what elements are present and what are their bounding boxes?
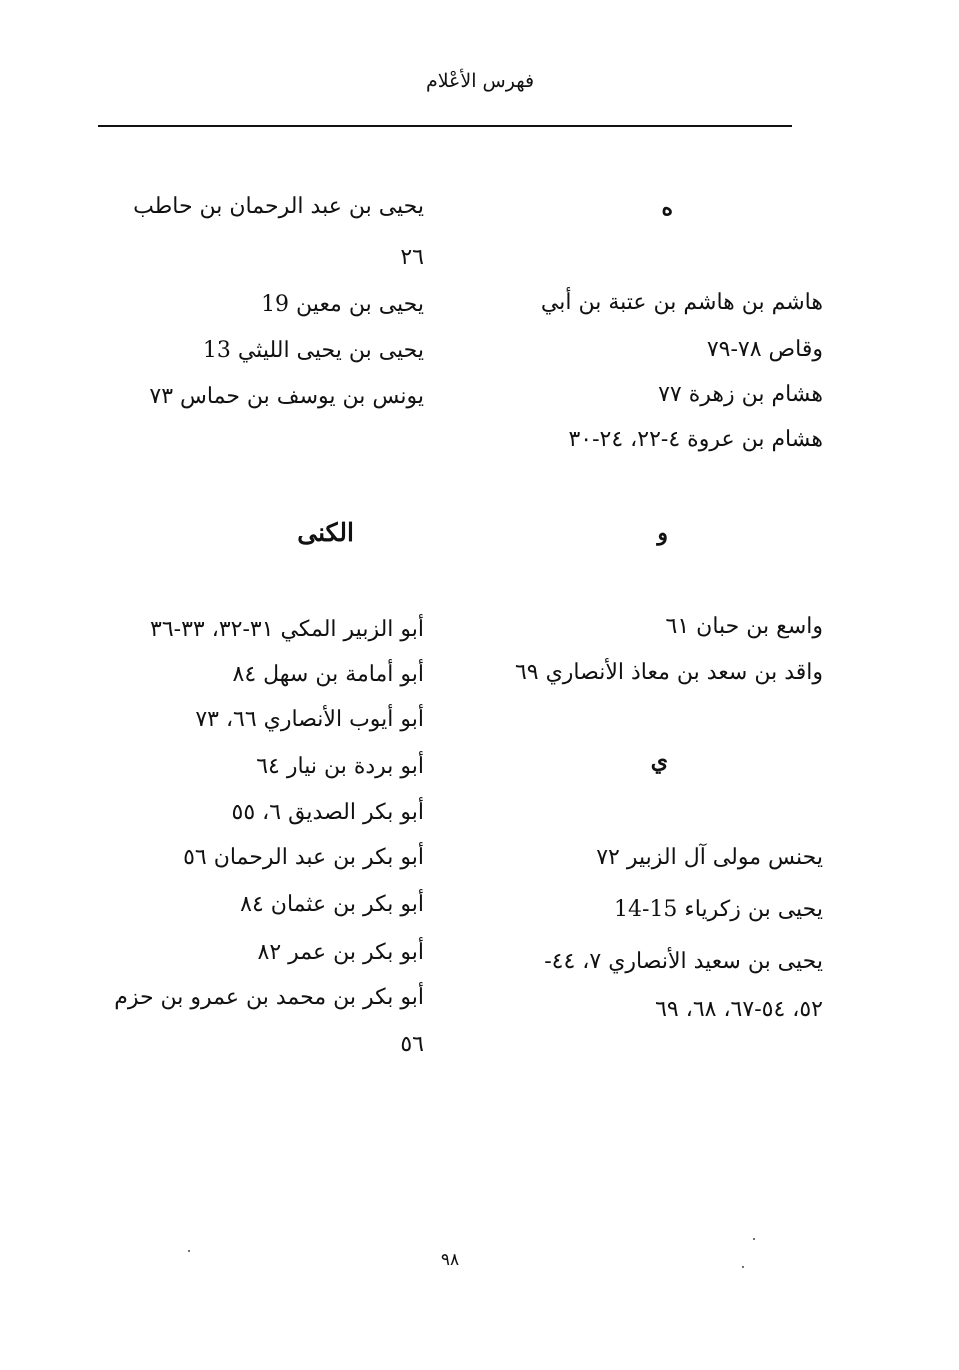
index-entry: يحيى بن زكرياء 15-14 (614, 897, 823, 922)
index-entry: هشام بن زهرة ٧٧ (658, 382, 823, 407)
index-entry: واقد بن سعد بن معاذ الأنصاري ٦٩ (514, 660, 823, 685)
index-entry: أبو أمامة بن سهل ٨٤ (232, 662, 424, 687)
index-entry: يحيى بن معين 19 (261, 292, 424, 317)
index-entry: أبو بكر بن عبد الرحمان ٥٦ (183, 845, 424, 870)
index-entry: يحنس مولى آل الزبير ٧٢ (596, 845, 823, 870)
header-rule (98, 125, 792, 127)
index-entry: أبو بكر بن عثمان ٨٤ (240, 892, 424, 917)
index-entry: ٥٢، ٥٤-٦٧، ٦٨، ٦٩ (655, 997, 823, 1022)
index-entry: يحيى بن سعيد الأنصاري ٧، ٤٤- (544, 949, 823, 974)
scan-speck (188, 1250, 190, 1252)
index-entry: يونس بن يوسف بن حماس ٧٣ (149, 384, 424, 409)
letter-heading-ha: ه (661, 195, 673, 221)
index-entry: ٥٦ (400, 1032, 424, 1057)
index-entry: هاشم بن هاشم بن عتبة بن أبي (540, 290, 823, 315)
index-entry: وقاص ٧٨-٧٩ (706, 337, 823, 362)
letter-heading-ya: ي (650, 748, 668, 774)
index-entry: أبو الزبير المكي ٣١-٣٢، ٣٣-٣٦ (150, 617, 424, 642)
index-entry: هشام بن عروة ٤-٢٢، ٢٤-٣٠ (568, 427, 823, 452)
index-entry: أبو بكر الصديق ٦، ٥٥ (231, 800, 424, 825)
scan-speck (742, 1266, 744, 1268)
index-entry: واسع بن حبان ٦١ (665, 614, 823, 639)
index-entry: ٢٦ (400, 245, 424, 270)
kunya-heading: الكنى (297, 518, 354, 547)
index-entry: أبو أيوب الأنصاري ٦٦، ٧٣ (195, 707, 424, 732)
scan-speck (753, 1238, 755, 1240)
page-number: ٩٨ (440, 1250, 460, 1270)
index-entry: يحيى بن عبد الرحمان بن حاطب (133, 194, 424, 219)
index-entry: أبو بكر بن محمد بن عمرو بن حزم (114, 985, 424, 1010)
running-head: فهرس الأعْلام (425, 70, 535, 92)
index-entry: أبو بكر بن عمر ٨٢ (257, 940, 424, 965)
index-entry: أبو بردة بن نيار ٦٤ (256, 754, 424, 779)
index-entry: يحيى بن يحيى الليثي 13 (202, 338, 424, 363)
letter-heading-waw: و (657, 520, 668, 546)
